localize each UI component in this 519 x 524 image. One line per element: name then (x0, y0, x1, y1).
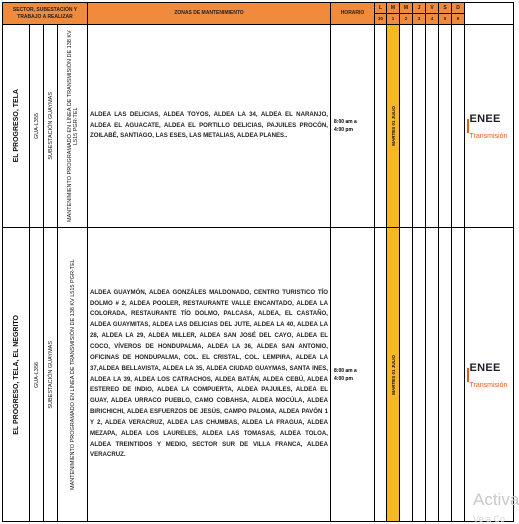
header-day: M (400, 3, 413, 14)
header-day: V (426, 3, 439, 14)
logo-bar-icon (467, 368, 469, 382)
day-cell (439, 228, 452, 522)
header-sector: SECTOR, SUBESTACIÓN Y TRABAJO A REALIZAR (3, 3, 88, 25)
date-text: MARTES 01 JULIO (390, 106, 396, 146)
day-cell (439, 25, 452, 228)
day-cell (375, 228, 387, 522)
header-day: S (439, 3, 452, 14)
logo-main-text: ENEE (469, 113, 501, 125)
logo-cell (465, 25, 514, 228)
sector-cell (3, 25, 30, 228)
day-cell (375, 25, 387, 228)
sector-cell (3, 228, 30, 522)
table-row (3, 25, 514, 228)
zones-cell: ALDEA GUAYMÓN, ALDEA GONZÁLES MALDONADO, CENTRO TURISTICO TÍO DOLMO # 2, ALDEA POOLER, RESTAURANTE VALLE ENCANTADO, ALDEA LA COLORADA, RESTAURANTE TÍO DOLMO, PALCASA, ALDEA, EL CASTAÑO, ALDEA GUAYMITAS, ALDEA LAS DELICIAS DEL JUTE, ALDEA LA 40, ALDEA LA 28, ALDEA LA 29, ALDEA MILLER, ALDEA SAN JOSÉ DEL CAYO, ALDEA EL COCO, VÍVEROS DE HONDUPALMA, ALDEA LA 36, ALDEA SAN ANTONIO, OFICINAS DE HONDUPALMA, COL. EL CRISTAL, COL. LEMPIRA, ALDEA LA 37,ALDEA BELLAVISTA, ALDEA LA 35, ALDEA CIUDAD GUAYMAS, SANTA INES, ALDEA LA 39, ALDEA LOS CATRACHOS, ALDEA BATÁN, ALDEA CEBÚ, ALDEA ESTEREO DE INDIO, ALDEA LA COMPUERTA, ALDEA PAJUILES, ALDEA EL GUAY, ALDEA URRACO PUEBLO, CAMO COBAHSA, ALDEA MOCÚLA, ALDEA BIRICHICHI, ALDEA ESFUERZOS DE JESÚS, CAMPO PALOMA, ALDEA PAVÓN 1 Y 2, ALDEA VERACRUZ, ALDEA LAS CHUMBAS, ALDEA LA FRAGUA, ALDEA MEZAPA, ALDEA LOS LAURELES, ALDEA LAS TOMASAS, ALDEA TOLOA, ALDEA TREINTIDOS Y MEDIO, SECTOR SUR DE VILLA FRANCA, ALDEA VERACRUZ. (88, 228, 331, 522)
date-text: MARTES 01 JULIO (390, 354, 396, 395)
horario-end: 4:00 pm (334, 375, 353, 382)
horario-start: 8:00 am a (334, 119, 357, 125)
substation-cell (44, 228, 58, 522)
day-cell-highlight (387, 25, 400, 228)
zones-cell: ALDEA LAS DELICIAS, ALDEA TOYOS, ALDEA LA 34, ALDEA EL NARANJO, ALDEA EL AGUACATE, ALDEA EL PORTILLO DELICIAS, PAJUILES PROCÓN, ZOILABÉ, SANTIAGO, LAS ESES, LAS METALIAS, ALDEA PLANES.. (88, 25, 331, 228)
work-text: MANTENIMIENTO PROGRAMADO EN LÍNEA DE TRANSMISIÓN DE 138 KV L515 PGR-TEL (69, 259, 76, 490)
header-day: L (375, 3, 387, 14)
day-cell (400, 228, 413, 522)
activation-watermark-sub: Ve a Co (473, 514, 506, 524)
logo-sub-text: Transmisión (469, 381, 508, 389)
header-day-number: 30 (375, 14, 387, 25)
table-row (3, 228, 514, 522)
work-cell (58, 25, 88, 228)
day-cell (426, 228, 439, 522)
work-text: MANTENIMIENTO PROGRAMADO EN LÍNEA DE TRANSMISIÓN DE 138 KV L515 PGR-TEL (66, 30, 79, 222)
day-cell (400, 25, 413, 228)
day-cell (452, 228, 465, 522)
horario-end: 4:00 pm (334, 127, 353, 133)
header-day-number: 4 (426, 14, 439, 25)
logo-bar-icon (467, 119, 469, 133)
substation-text: SUBESTACIÓN GUAYMAS (47, 340, 54, 409)
header-day-number: 1 (387, 14, 400, 25)
header-day-number: 3 (413, 14, 426, 25)
logo-main-text: ENEE (469, 361, 501, 374)
day-cell (413, 228, 426, 522)
header-day-number: 5 (439, 14, 452, 25)
horario-start: 8:00 am a (334, 367, 357, 374)
logo-sub-text: Transmisión (469, 133, 508, 140)
day-cell-highlight (387, 228, 400, 522)
circuit-text: GUA-L355 (33, 113, 40, 139)
header-day: M (387, 3, 400, 14)
work-cell (58, 228, 88, 522)
horario-cell (331, 25, 375, 228)
maintenance-schedule-table (2, 2, 514, 522)
enee-logo (467, 110, 507, 142)
header-horario: HORARIO (331, 3, 375, 25)
sector-text: EL PROGRESO, TELA (12, 89, 20, 163)
day-cell (413, 25, 426, 228)
day-cell (426, 25, 439, 228)
enee-logo (467, 359, 507, 391)
sector-text: EL PROGRESO, TELA, EL NEGRITO (12, 314, 20, 435)
header-zonas: ZONAS DE MANTENIMIENTO (88, 3, 331, 25)
activation-watermark: Activa (473, 490, 519, 509)
substation-cell (44, 25, 58, 228)
header-day-number: 6 (452, 14, 465, 25)
substation-text: SUBESTACIÓN GUAYMAS (47, 92, 54, 160)
circuit-cell (30, 25, 44, 228)
circuit-text: GUA-L356 (33, 361, 40, 388)
horario-cell (331, 228, 375, 522)
circuit-cell (30, 228, 44, 522)
logo-cell (465, 228, 514, 522)
day-cell (452, 25, 465, 228)
header-day: D (452, 3, 465, 14)
header-day-number: 2 (400, 14, 413, 25)
header-day: J (413, 3, 426, 14)
header-blank (465, 3, 514, 25)
